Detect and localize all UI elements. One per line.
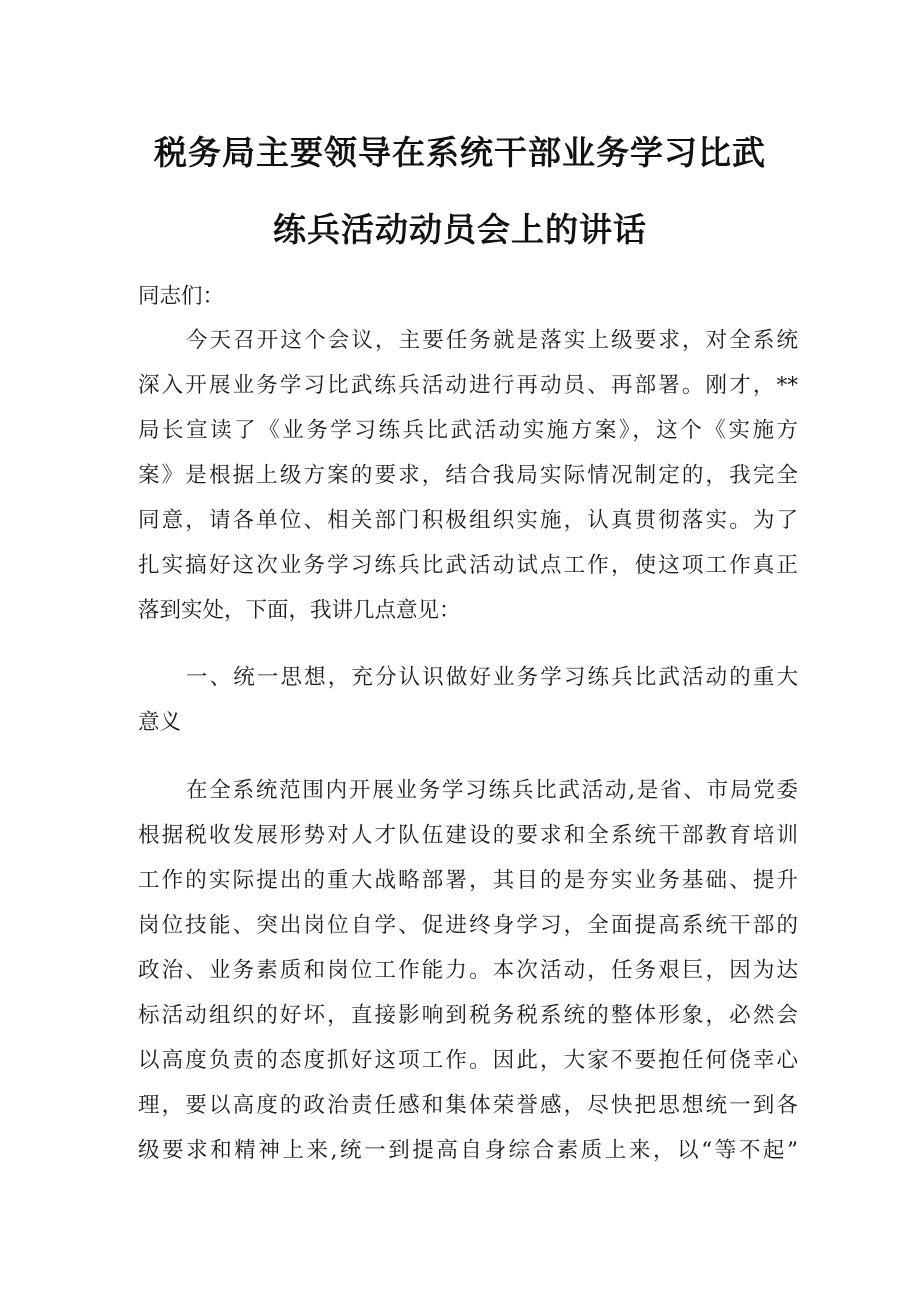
paragraph-line: 今天召开这个会议，主要任务就是落实上级要求，对全系统	[186, 328, 798, 353]
paragraph-line: 理，要以高度的政治责任感和集体荣誉感，尽快把思想统一到各	[138, 1093, 798, 1118]
paragraph-line: 以高度负责的态度抓好这项工作。因此，大家不要抱任何侥幸心	[138, 1048, 798, 1073]
paragraph-line: 深入开展业务学习比武练兵活动进行再动员、再部署。刚才，**	[138, 373, 798, 398]
paragraph-line: 落到实处，下面，我讲几点意见：	[138, 598, 461, 623]
salutation: 同志们：	[138, 284, 225, 309]
paragraph-line: 级要求和精神上来,统一到提高自身综合素质上来，以“等不起”	[138, 1138, 798, 1163]
section-heading-line: 一、统一思想，充分认识做好业务学习练兵比武活动的重大	[186, 665, 798, 690]
paragraph-line: 案》是根据上级方案的要求，结合我局实际情况制定的，我完全	[138, 463, 798, 488]
paragraph-line: 根据税收发展形势对人才队伍建设的要求和全系统干部教育培训	[138, 823, 798, 848]
document-title-line-2: 练兵活动动员会上的讲话	[273, 210, 647, 249]
paragraph-line: 岗位技能、突出岗位自学、促进终身学习，全面提高系统干部的	[138, 913, 798, 938]
paragraph-line: 工作的实际提出的重大战略部署，其目的是夯实业务基础、提升	[138, 868, 798, 893]
paragraph-line: 局长宣读了《业务学习练兵比武活动实施方案》，这个《实施方	[138, 418, 798, 443]
paragraph-line: 同意，请各单位、相关部门积极组织实施，认真贯彻落实。为了	[138, 508, 798, 533]
paragraph-line: 政治、业务素质和岗位工作能力。本次活动，任务艰巨，因为达	[138, 958, 798, 983]
document-title-line-1: 税务局主要领导在系统干部业务学习比武	[154, 133, 766, 172]
section-heading-line: 意义	[138, 710, 182, 735]
paragraph-line: 扎实搞好这次业务学习练兵比武活动试点工作，使这项工作真正	[138, 553, 798, 578]
paragraph-line: 在全系统范围内开展业务学习练兵比武活动,是省、市局党委	[186, 778, 798, 803]
paragraph-line: 标活动组织的好坏，直接影响到税务税系统的整体形象，必然会	[138, 1003, 798, 1028]
